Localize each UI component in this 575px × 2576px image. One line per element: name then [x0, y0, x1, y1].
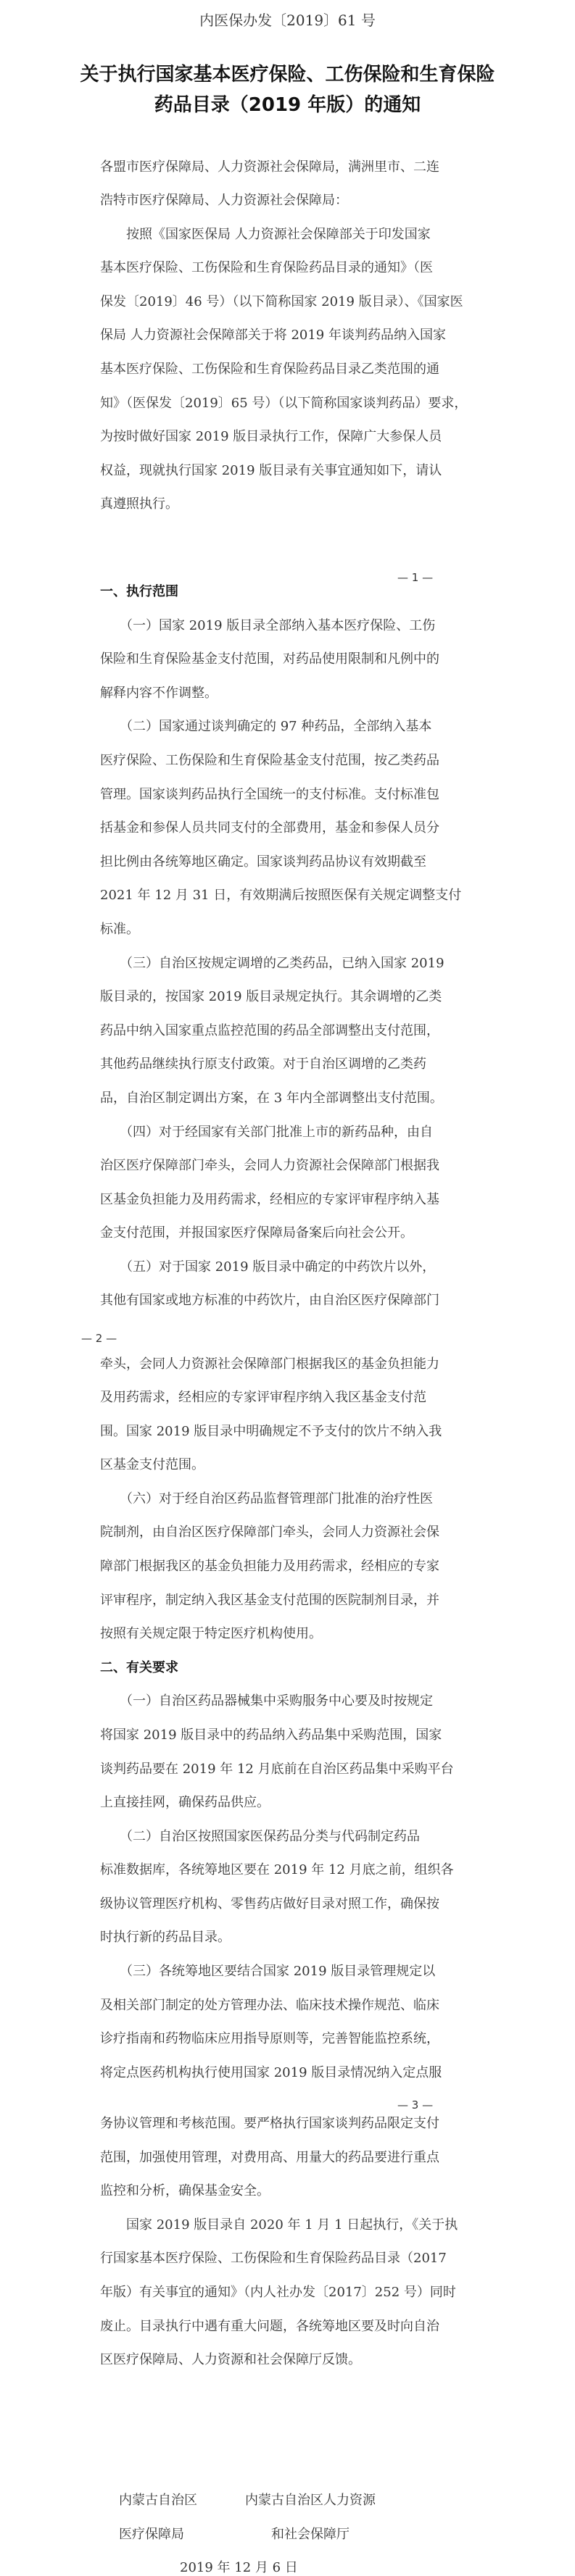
body-text-line: 知》（医保发〔2019〕65 号）（以下简称国家谈判药品）要求， [100, 396, 468, 411]
body-text-line: 药品中纳入国家重点监控范围的药品全部调整出支付范围， [100, 1023, 439, 1038]
signature-text: 和社会保障厅 [271, 2527, 349, 2542]
body-text-line: （六）对于经自治区药品监督管理部门批准的治疗性医 [100, 1491, 433, 1506]
body-text-line: 区医疗保障局、人力资源和社会保障厅反馈。 [100, 2352, 361, 2367]
body-text-line: 按照有关规定限于特定医疗机构使用。 [100, 1626, 322, 1641]
body-text-line: 行国家基本医疗保险、工伤保险和生育保险药品目录（2017 [100, 2251, 447, 2266]
body-text-line: 及用药需求，经相应的专家评审程序纳入我区基金支付范 [100, 1390, 426, 1405]
issue-date: 2019 年 12 月 6 日 [180, 2560, 298, 2575]
body-text-line: 标准数据库，各统筹地区要在 2019 年 12 月底之前，组织各 [100, 1862, 454, 1877]
body-text-line: 范围，加强使用管理，对费用高、用量大的药品要进行重点 [100, 2150, 439, 2165]
body-text-line: （三）自治区按规定调增的乙类药品，已纳入国家 2019 [100, 956, 444, 971]
body-text-line: 括基金和参保人员共同支付的全部费用，基金和参保人员分 [100, 820, 439, 835]
section-heading: 一、执行范围 [100, 584, 178, 599]
body-text-line: 担比例由各统筹地区确定。国家谈判药品协议有效期截至 [100, 854, 426, 870]
body-text-line: 权益，现就执行国家 2019 版目录有关事宜通知如下，请认 [100, 463, 442, 478]
body-text-line: 保局 人力资源社会保障部关于将 2019 年谈判药品纳入国家 [100, 328, 446, 343]
body-text-line: 基本医疗保险、工伤保险和生育保险药品目录乙类范围的通 [100, 362, 439, 377]
body-text-line: （五）对于国家 2019 版目录中确定的中药饮片以外， [100, 1259, 436, 1275]
body-text-line: （四）对于经国家有关部门批准上市的新药品种，由自 [100, 1125, 433, 1140]
body-text-line: 版目录的，按国家 2019 版目录规定执行。其余调增的乙类 [100, 989, 442, 1004]
body-text-line: 标准。 [100, 922, 139, 937]
body-text-line: 2021 年 12 月 31 日，有效期满后按照医保有关规定调整支付 [100, 888, 462, 903]
body-text-line: 治区医疗保障部门牵头，会同人力资源社会保障部门根据我 [100, 1158, 439, 1173]
body-text-line: 保险和生育保险基金支付范围，对药品使用限制和凡例中的 [100, 651, 439, 667]
page-number: — 1 — [397, 571, 434, 584]
section-heading: 二、有关要求 [100, 1660, 178, 1675]
body-text-line: 废止。目录执行中遇有重大问题，各统筹地区要及时向自治 [100, 2319, 439, 2334]
body-text-line: 管理。国家谈判药品执行全国统一的支付标准。支付标准包 [100, 787, 439, 802]
body-text-line: （二）国家通过谈判确定的 97 种药品，全部纳入基本 [100, 719, 432, 734]
body-text-line: 保发〔2019〕46 号）（以下简称国家 2019 版目录）、《国家医 [100, 294, 463, 309]
body-text-line: 品，自治区制定调出方案，在 3 年内全部调整出支付范围。 [100, 1091, 443, 1106]
body-text-line: 围。国家 2019 版目录中明确规定不予支付的饮片不纳入我 [100, 1424, 442, 1439]
body-text-line: 国家 2019 版目录自 2020 年 1 月 1 日起执行，《关于执 [100, 2217, 458, 2233]
document-number: 内医保办发〔2019〕61 号 [199, 12, 376, 29]
body-text-line: 解释内容不作调整。 [100, 685, 218, 701]
body-text-line: 区基金支付范围。 [100, 1457, 204, 1472]
page-number: — 3 — [397, 2098, 434, 2112]
body-text-line: 时执行新的药品目录。 [100, 1930, 231, 1945]
body-text-line: 真遵照执行。 [100, 496, 178, 512]
body-text-line: 及相关部门制定的处方管理办法、临床技术操作规范、临床 [100, 1998, 439, 2013]
body-text-line: 金支付范围，并报国家医疗保障局备案后向社会公开。 [100, 1225, 413, 1241]
body-text-line: 按照《国家医保局 人力资源社会保障部关于印发国家 [100, 227, 431, 242]
body-text-line: 医疗保险、工伤保险和生育保险基金支付范围，按乙类药品 [100, 753, 439, 768]
document-title-line-1: 关于执行国家基本医疗保险、工伤保险和生育保险 [80, 64, 495, 86]
body-text-line: 基本医疗保险、工伤保险和生育保险药品目录的通知》（医 [100, 260, 433, 275]
document-title-line-2: 药品目录（2019 年版）的通知 [154, 94, 421, 116]
body-text-line: 区基金负担能力及用药需求，经相应的专家评审程序纳入基 [100, 1192, 439, 1207]
body-text-line: 浩特市医疗保障局、人力资源社会保障局： [100, 193, 348, 208]
body-text-line: 务协议管理和考核范围。要严格执行国家谈判药品限定支付 [100, 2116, 439, 2131]
body-text-line: （一）国家 2019 版目录全部纳入基本医疗保险、工伤 [100, 618, 436, 633]
body-text-line: 将定点医药机构执行使用国家 2019 版目录情况纳入定点服 [100, 2065, 442, 2080]
signature-text: 内蒙古自治区 [119, 2493, 197, 2508]
body-text-line: （三）各统筹地区要结合国家 2019 版目录管理规定以 [100, 1964, 436, 1979]
body-text-line: 为按时做好国家 2019 版目录执行工作，保障广大参保人员 [100, 429, 442, 444]
signature-text: 内蒙古自治区人力资源 [245, 2493, 376, 2508]
body-text-line: 将国家 2019 版目录中的药品纳入药品集中采购范围，国家 [100, 1727, 442, 1743]
body-text-line: 年版）有关事宜的通知》（内人社办发〔2017〕252 号）同时 [100, 2285, 456, 2300]
signature-text: 医疗保障局 [119, 2527, 184, 2542]
body-text-line: 其他药品继续执行原支付政策。对于自治区调增的乙类药 [100, 1056, 426, 1072]
body-text-line: 各盟市医疗保障局、人力资源社会保障局，满洲里市、二连 [100, 159, 439, 175]
body-text-line: 障部门根据我区的基金负担能力及用药需求，经相应的专家 [100, 1559, 439, 1574]
body-text-line: 监控和分析，确保基金安全。 [100, 2183, 270, 2198]
body-text-line: 评审程序，制定纳入我区基金支付范围的医院制剂目录，并 [100, 1593, 439, 1608]
body-text-line: 级协议管理医疗机构、零售药店做好目录对照工作，确保按 [100, 1896, 439, 1912]
page-number: — 2 — [81, 1332, 117, 1345]
body-text-line: 其他有国家或地方标准的中药饮片，由自治区医疗保障部门 [100, 1293, 439, 1308]
body-text-line: （一）自治区药品器械集中采购服务中心要及时按规定 [100, 1693, 433, 1709]
body-text-line: 上直接挂网，确保药品供应。 [100, 1795, 270, 1810]
body-text-line: 院制剂，由自治区医疗保障部门牵头，会同人力资源社会保 [100, 1525, 439, 1540]
body-text-line: 谈判药品要在 2019 年 12 月底前在自治区药品集中采购平台 [100, 1762, 454, 1777]
body-text-line: 诊疗指南和药物临床应用指导原则等，完善智能监控系统， [100, 2031, 439, 2046]
body-text-line: 牵头，会同人力资源社会保障部门根据我区的基金负担能力 [100, 1356, 439, 1372]
body-text-line: （二）自治区按照国家医保药品分类与代码制定药品 [100, 1829, 420, 1844]
